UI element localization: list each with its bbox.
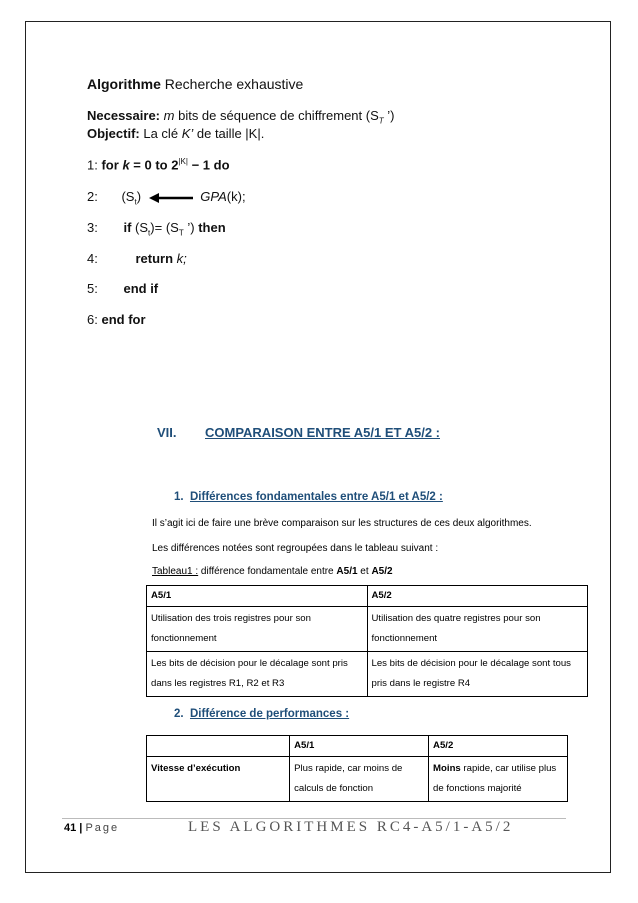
algorithm-line-4: 4: return k; — [87, 251, 187, 266]
table-header-cell — [147, 736, 290, 757]
algorithm-required: Necessaire: m bits de séquence de chiffrement ($S_T$ ’) — [87, 108, 395, 126]
section-heading-vii: VII. COMPARAISON ENTRE A5/1 ET A5/2 : — [157, 425, 440, 440]
table-header-row — [147, 736, 568, 757]
table-cell: Les bits de décision pour le décalage sont pris dans les registres R1, R2 et R3 — [147, 652, 368, 697]
table-caption: Tableau1 : différence fondamentale entre A5/1 et A5/2 — [152, 566, 393, 577]
table-cell: Utilisation des trois registres pour son fonctionnement — [147, 607, 368, 652]
comparison-table — [146, 585, 588, 697]
subsection-heading-1: 1. Différences fondamentales entre A5/1 et A5/2 : — [174, 491, 443, 503]
paragraph-table-intro: Les différences notées sont regroupées dans le tableau suivant : — [152, 543, 439, 554]
table-row-label: Vitesse d’exécution — [147, 757, 290, 802]
subsection-heading-2: 2. Différence de performances : — [174, 708, 350, 720]
algorithm-title: Algorithme Recherche exhaustive — [87, 76, 304, 92]
table-cell: Les bits de décision pour le décalage sont tous pris dans le registre R4 — [367, 652, 588, 697]
table-row — [147, 652, 588, 697]
table-row — [147, 757, 568, 802]
table-header-cell: A5/1 — [147, 586, 368, 607]
table-cell: Plus rapide, car moins de calculs de fonction — [290, 757, 429, 802]
running-head: LES ALGORITHMES RC4-A5/1-A5/2 — [188, 819, 514, 835]
algorithm-line-6: 6: end for — [87, 312, 146, 327]
algorithm-line-5: 5: end if — [87, 281, 159, 296]
algorithm-line-3: 3: if $(S_t)= (S_T$ ’) then — [87, 220, 226, 238]
algorithm-objective: Objectif: La clé K’ de taille |K|. — [87, 126, 265, 141]
page-number: 41 | Page — [64, 822, 120, 834]
algorithm-line-1: 1: for k = 0 to $2^{|K|} - 1$ do — [87, 157, 230, 173]
table-cell: Utilisation des quatre registres pour son fonctionnement — [367, 607, 588, 652]
assignment-arrow-icon — [149, 193, 193, 203]
table-header-cell: A5/1 — [290, 736, 429, 757]
table-header-cell: A5/2 — [429, 736, 568, 757]
table-row — [147, 607, 588, 652]
table-header-row — [147, 586, 588, 607]
table-cell: Moins rapide, car utilise plus de fonctions majorité — [429, 757, 568, 802]
algorithm-line-2: 2: $(S_t)$ GPA(k); — [87, 189, 246, 207]
table-header-cell: A5/2 — [367, 586, 588, 607]
paragraph-intro: Il s’agit ici de faire une brève comparaison sur les structures de ces deux algorithmes. — [152, 518, 532, 529]
performance-table — [146, 735, 568, 802]
